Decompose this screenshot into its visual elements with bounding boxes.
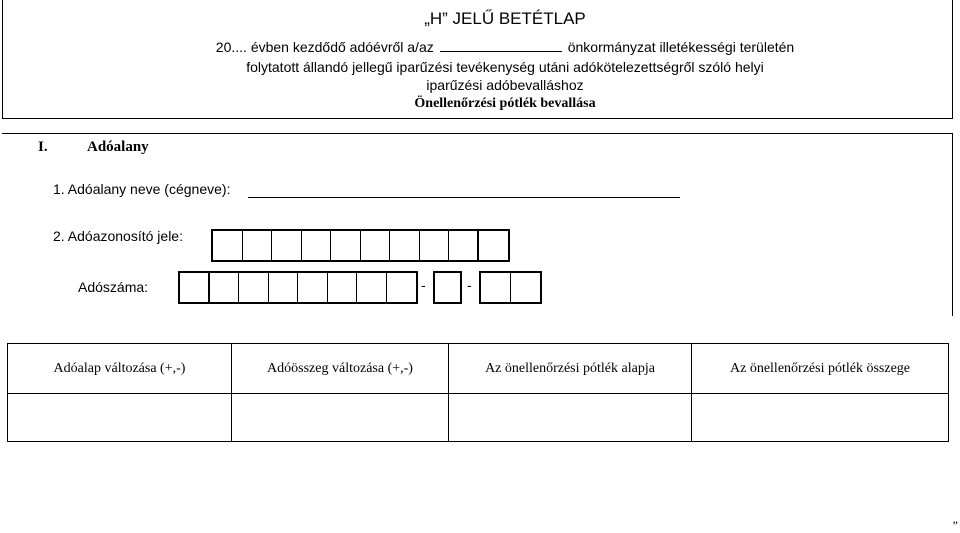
tax-id-digit-box[interactable] [449, 231, 479, 260]
column-header-base-change: Adóalap változása (+,-) [8, 344, 232, 394]
tax-number-digit-box[interactable] [328, 273, 358, 302]
tax-id-digit-box[interactable] [361, 231, 391, 260]
tax-number-digit-box[interactable] [511, 273, 541, 302]
tax-number-digit-box[interactable] [298, 273, 328, 302]
table-header-row [8, 344, 949, 394]
column-header-surcharge-base: Az önellenőrzési pótlék alapja [449, 344, 692, 394]
header-line-1-prefix: 20.... évben kezdődő adóévről a/az [215, 39, 434, 55]
tax-id-digit-box[interactable] [302, 231, 332, 260]
header-line-1-suffix: önkormányzat illetékességi területén [567, 39, 795, 55]
tax-number-separator-1: - [421, 277, 426, 293]
header-line-3: iparűzési adóbevalláshoz [426, 77, 584, 93]
self-revision-table [7, 343, 949, 442]
form-subtitle: Önellenőrzési pótlék bevallása [414, 96, 596, 111]
tax-number-group-2[interactable] [433, 271, 462, 304]
tax-number-digit-box[interactable] [210, 273, 240, 302]
tax-number-digit-box[interactable] [269, 273, 299, 302]
tax-number-separator-2: - [467, 277, 472, 293]
tax-number-digit-box[interactable] [357, 273, 387, 302]
tax-id-digit-box[interactable] [390, 231, 420, 260]
tax-number-digit-box[interactable] [435, 273, 460, 302]
tax-number-digit-box[interactable] [239, 273, 269, 302]
tax-id-label: 2. Adóazonosító jele: [53, 228, 183, 244]
tax-number-label: Adószáma: [78, 279, 149, 295]
header-line-1 [0, 39, 960, 55]
amount-change-cell[interactable] [232, 394, 449, 442]
surcharge-base-cell[interactable] [449, 394, 692, 442]
base-change-cell[interactable] [8, 394, 232, 442]
tax-number-digit-box[interactable] [180, 273, 210, 302]
tax-number-digit-box[interactable] [387, 273, 417, 302]
section-number: I. [38, 139, 48, 155]
tax-id-digit-box[interactable] [213, 231, 243, 260]
tax-number-digit-box[interactable] [481, 273, 511, 302]
tax-number-group-3[interactable] [479, 271, 542, 304]
column-header-surcharge-amount: Az önellenőrzési pótlék összege [692, 344, 949, 394]
section-title: Adóalany [87, 139, 149, 155]
tax-id-digit-box[interactable] [272, 231, 302, 260]
header-line-2: folytatott állandó jellegű iparűzési tevékenység utáni adókötelezettségről szóló helyi [246, 59, 764, 75]
column-header-amount-change: Adóösszeg változása (+,-) [232, 344, 449, 394]
tax-id-digit-box[interactable] [243, 231, 273, 260]
taxpayer-name-label: 1. Adóalany neve (cégneve): [53, 181, 231, 197]
taxpayer-name-field[interactable] [248, 197, 680, 198]
table-row [8, 394, 949, 442]
tax-id-digit-box[interactable] [420, 231, 450, 260]
form-title: „H” JELŰ BETÉTLAP [424, 9, 586, 28]
surcharge-amount-cell[interactable] [692, 394, 949, 442]
municipality-blank[interactable] [440, 41, 562, 52]
closing-quote-mark: ” [952, 518, 958, 532]
tax-id-digit-box[interactable] [479, 231, 509, 260]
tax-number-group-1[interactable] [178, 271, 418, 304]
tax-id-field[interactable] [211, 229, 510, 262]
tax-id-digit-box[interactable] [331, 231, 361, 260]
